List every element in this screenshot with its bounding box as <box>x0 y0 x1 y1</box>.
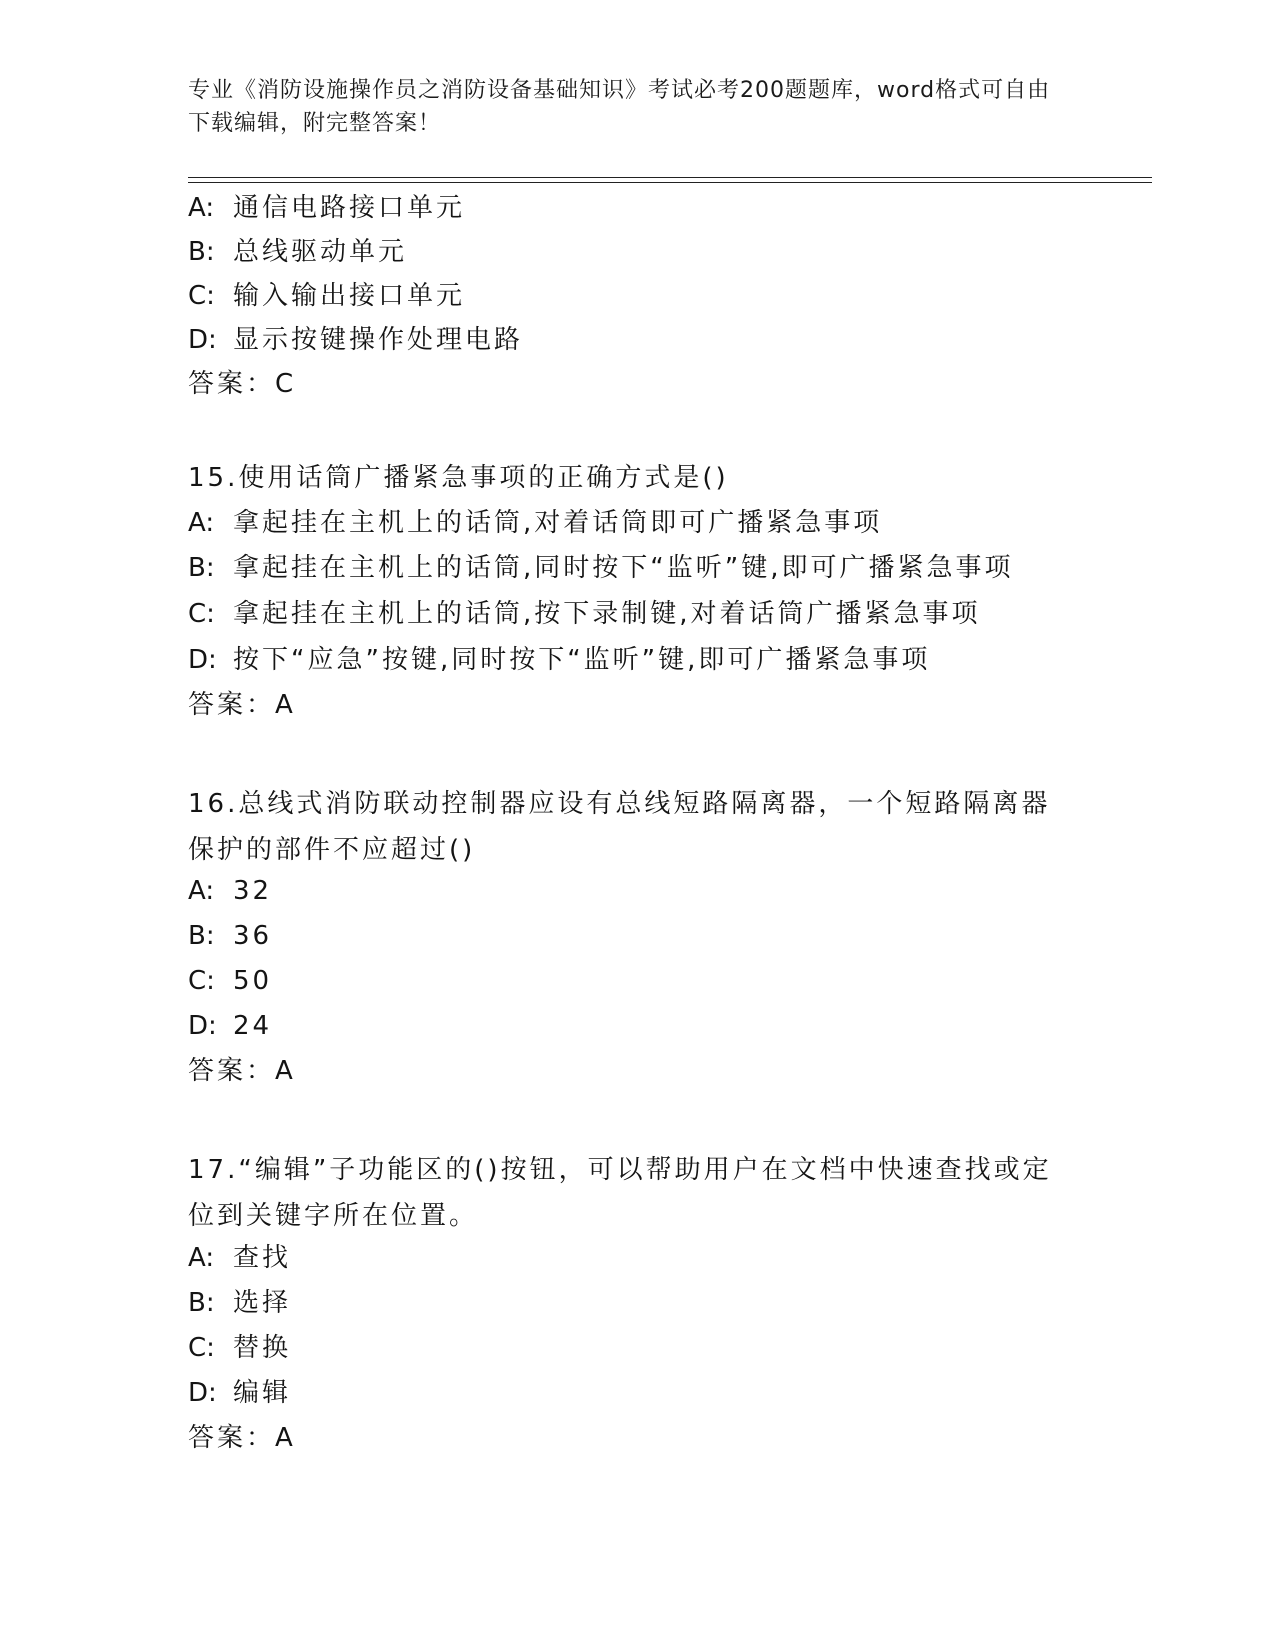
header-rule-bottom <box>188 182 1152 183</box>
q16-option-a: A: 32 <box>188 876 273 906</box>
q17-option-b: B: 选择 <box>188 1288 292 1318</box>
q15-answer: 答案：A <box>188 690 296 720</box>
q16-question: 16.总线式消防联动控制器应设有总线短路隔离器，一个短路隔离器保护的部件不应超过() <box>188 789 1051 865</box>
q17-option-a: A: 查找 <box>188 1243 292 1273</box>
q14-answer: 答案：C <box>188 369 297 399</box>
q14-option-d: D: 显示按键操作处理电路 <box>188 325 524 355</box>
header-rule-top <box>188 177 1152 178</box>
q14-option-a: A: 通信电路接口单元 <box>188 193 466 223</box>
q17-question: 17.“编辑”子功能区的()按钮，可以帮助用户在文档中快速查找或定位到关键字所在位置。 <box>188 1155 1052 1231</box>
q14-option-b: B: 总线驱动单元 <box>188 237 408 267</box>
q15-option-a: A: 拿起挂在主机上的话筒,对着话筒即可广播紧急事项 <box>188 508 883 538</box>
q17-option-d: D: 编辑 <box>188 1378 292 1408</box>
q15-option-c: C: 拿起挂在主机上的话筒,按下录制键,对着话筒广播紧急事项 <box>188 599 981 629</box>
q17-answer: 答案：A <box>188 1423 296 1453</box>
q15-option-d: D: 按下“应急”按键,同时按下“监听”键,即可广播紧急事项 <box>188 645 931 675</box>
q16-answer: 答案：A <box>188 1056 296 1086</box>
q16-option-d: D: 24 <box>188 1011 273 1041</box>
q15-option-b: B: 拿起挂在主机上的话筒,同时按下“监听”键,即可广播紧急事项 <box>188 553 1014 583</box>
document-header: 专业《消防设施操作员之消防设备基础知识》考试必考200题题库，word格式可自由下载编辑，附完整答案！ <box>188 78 1051 136</box>
q16-option-b: B: 36 <box>188 921 273 951</box>
q17-option-c: C: 替换 <box>188 1333 292 1363</box>
q16-option-c: C: 50 <box>188 966 273 996</box>
q15-question: 15.使用话筒广播紧急事项的正确方式是() <box>188 463 729 493</box>
q14-option-c: C: 输入输出接口单元 <box>188 281 466 311</box>
